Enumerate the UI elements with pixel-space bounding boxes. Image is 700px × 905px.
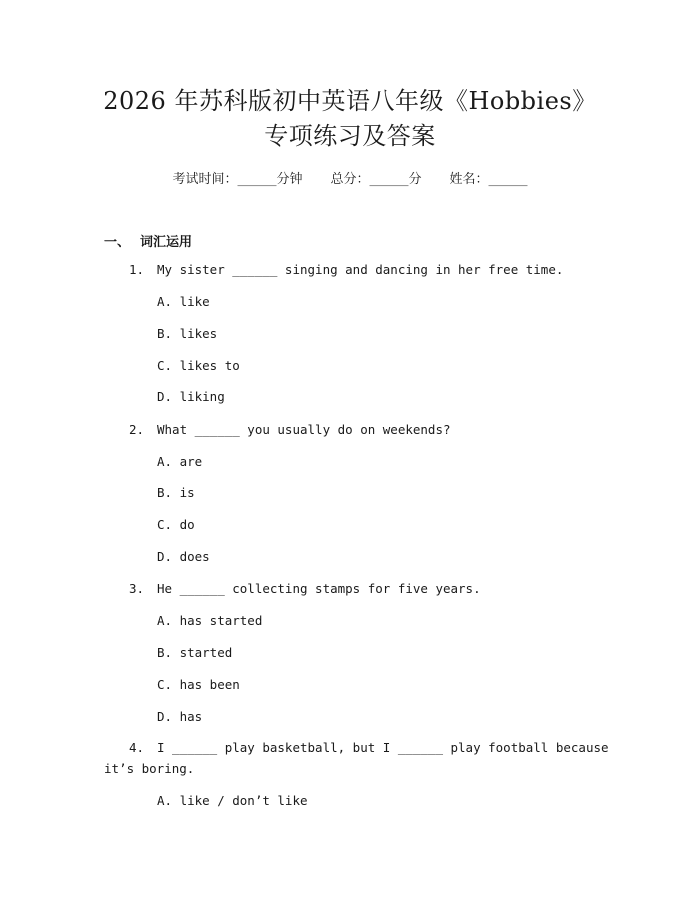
- total-score-field: 总分：______分: [330, 172, 422, 187]
- question-text-line-1: I ______ play basketball, but I ______ play football because: [157, 740, 609, 755]
- question-2-option-c: C. do: [157, 517, 195, 532]
- question-text: What ______ you usually do on weekends?: [157, 422, 451, 437]
- exam-info-line: [0, 168, 700, 187]
- document-title-line-1: 2026 年苏科版初中英语八年级《Hobbies》: [103, 87, 597, 115]
- question-text: He ______ collecting stamps for five years.: [157, 581, 481, 596]
- section-title: 词汇运用: [140, 235, 193, 250]
- question-text: My sister ______ singing and dancing in her free time.: [157, 262, 564, 277]
- question-4: [129, 737, 609, 758]
- question-3-option-c: C. has been: [157, 677, 240, 692]
- question-1-option-b: B. likes: [157, 326, 218, 341]
- question-3-option-d: D. has: [157, 709, 203, 724]
- section-heading: [104, 231, 192, 250]
- question-2: [129, 419, 451, 440]
- question-number: 2.: [129, 422, 145, 437]
- student-name-field: 姓名：______: [449, 172, 528, 187]
- question-number: 4.: [129, 740, 145, 755]
- question-2-option-d: D. does: [157, 549, 210, 564]
- question-1-option-c: C. likes to: [157, 358, 240, 373]
- question-4-text-line-2: it’s boring.: [104, 761, 195, 776]
- question-3-option-b: B. started: [157, 645, 233, 660]
- question-1: [129, 259, 563, 280]
- question-1-option-d: D. liking: [157, 389, 225, 404]
- question-2-option-b: B. is: [157, 485, 195, 500]
- question-number: 1.: [129, 262, 145, 277]
- document-title-line-2: 专项练习及答案: [264, 122, 436, 150]
- question-3: [129, 578, 481, 599]
- question-2-option-a: A. are: [157, 454, 203, 469]
- question-4-option-a: A. like / don’t like: [157, 793, 308, 808]
- exam-time-field: 考试时间：______分钟: [172, 172, 303, 187]
- section-number: 一、: [104, 235, 131, 250]
- question-number: 3.: [129, 581, 145, 596]
- question-1-option-a: A. like: [157, 294, 210, 309]
- question-3-option-a: A. has started: [157, 613, 263, 628]
